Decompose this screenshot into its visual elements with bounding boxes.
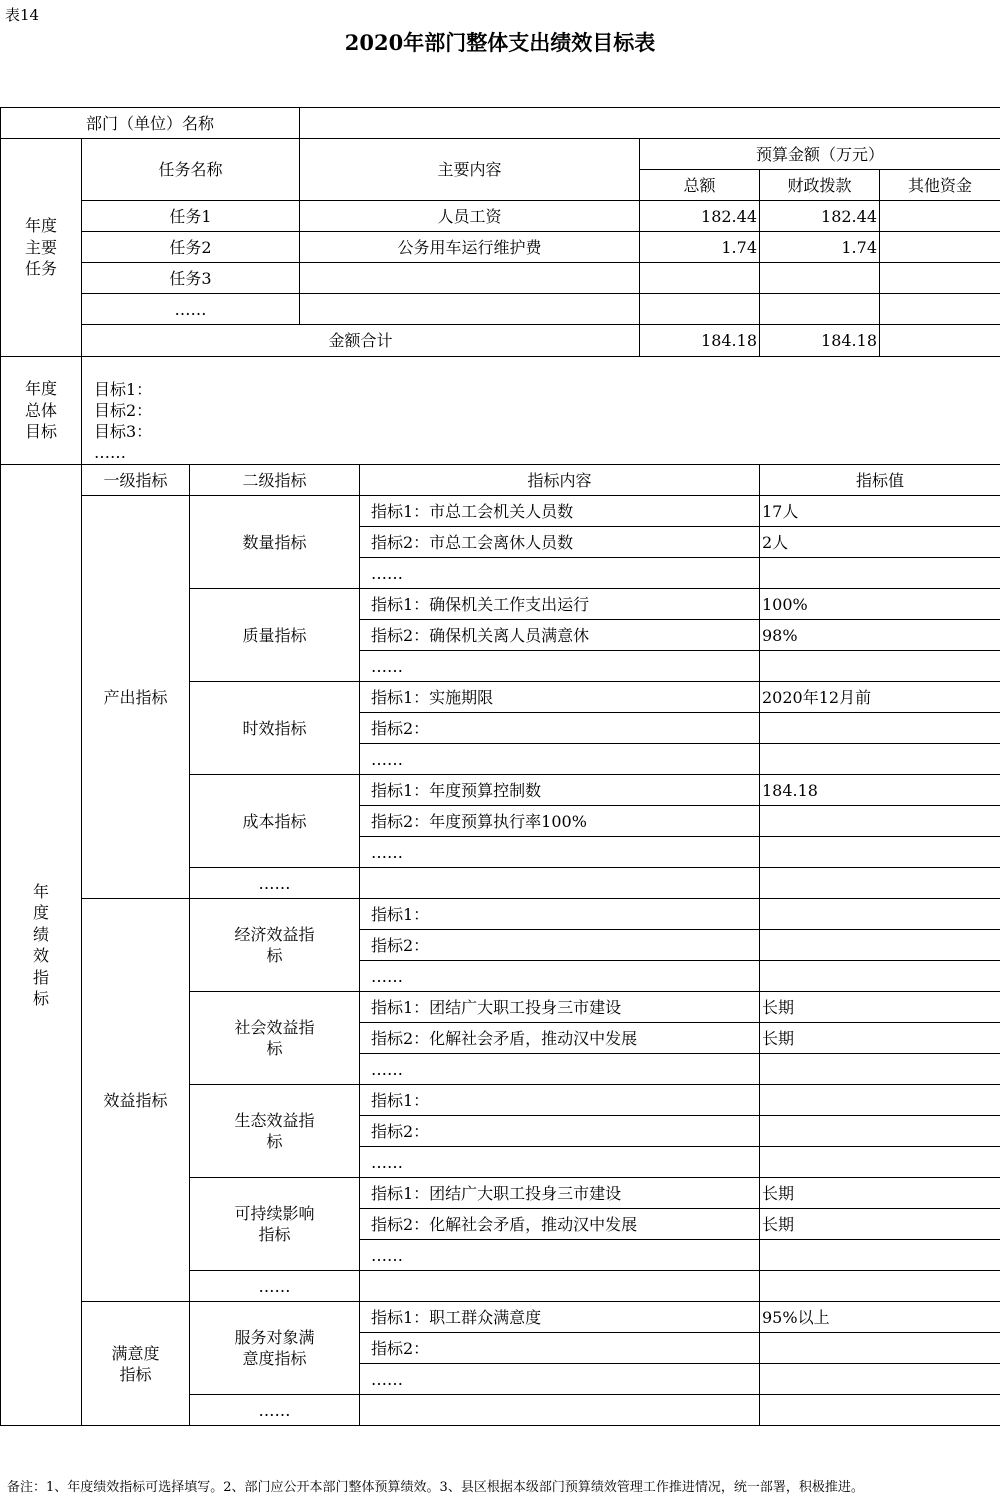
indicator-value [760,713,1000,744]
goal-line: …… [94,443,126,462]
task-sum-row [1,325,1000,357]
total-header: 总额 [640,170,760,201]
indicator-value [760,1240,1000,1271]
task-fiscal [760,294,880,325]
task-name: 任务2 [82,232,300,263]
level1-header: 一级指标 [82,465,190,496]
indicator-content: 指标2：化解社会矛盾，推动汉中发展 [360,1023,760,1054]
indicator-content: 指标2：确保机关离人员满意休 [360,620,760,651]
annual-goals-content [82,357,1000,465]
performance-section-label: 年度绩效指标 [1,465,82,1426]
task-name: 任务1 [82,201,300,232]
indicator-value: 2人 [760,527,1000,558]
indicator-value [760,1395,1000,1426]
task-row [1,232,1000,263]
indicator-content: 指标2：市总工会离休人员数 [360,527,760,558]
indicator-value: 100% [760,589,1000,620]
main-content-header: 主要内容 [300,139,640,201]
task-name: …… [82,294,300,325]
indicator-value: 184.18 [760,775,1000,806]
indicator-value [760,1333,1000,1364]
indicator-value [760,1364,1000,1395]
indicator-value [760,930,1000,961]
task-other [880,201,1000,232]
value-header: 指标值 [760,465,1000,496]
benefit-more-label: …… [190,1271,360,1302]
task-fiscal [760,263,880,294]
task-total: 1.74 [640,232,760,263]
dept-value [300,108,1000,139]
indicator-value: 2020年12月前 [760,682,1000,713]
indicator-content: 指标1：职工群众满意度 [360,1302,760,1333]
indicator-header-row [1,465,1000,496]
indicator-content: 指标1：年度预算控制数 [360,775,760,806]
task-row [1,263,1000,294]
indicator-content: 指标2： [360,1116,760,1147]
indicator-value [760,1116,1000,1147]
indicator-value [760,1271,1000,1302]
sum-label: 金额合计 [82,325,640,357]
indicator-content: 指标1： [360,899,760,930]
indicator-content: 指标1：团结广大职工投身三市建设 [360,1178,760,1209]
indicator-content: 指标1：确保机关工作支出运行 [360,589,760,620]
indicator-value [760,1085,1000,1116]
task-row [1,294,1000,325]
table-tag: 表14 [5,6,40,24]
goal-line: 目标1： [94,380,153,399]
indicator-content [360,1395,760,1426]
indicator-value [760,868,1000,899]
satisfaction-more-label: …… [190,1395,360,1426]
quantity-label: 数量指标 [190,496,360,589]
indicator-value: 长期 [760,1023,1000,1054]
task-fiscal: 1.74 [760,232,880,263]
satisfaction-label: 满意度指标 [82,1302,190,1426]
indicator-content: …… [360,1364,760,1395]
task-other [880,263,1000,294]
indicator-content: …… [360,961,760,992]
indicator-content: …… [360,558,760,589]
output-more-label: …… [190,868,360,899]
indicator-content: 指标2： [360,713,760,744]
indicator-content [360,1271,760,1302]
task-content: 公务用车运行维护费 [300,232,640,263]
task-content: 人员工资 [300,201,640,232]
task-other [880,294,1000,325]
indicator-value: 长期 [760,1178,1000,1209]
budget-header: 预算金额（万元） [640,139,1000,170]
indicator-content: …… [360,651,760,682]
annual-tasks-section-label: 年度主要任务 [1,139,82,357]
indicator-value: 17人 [760,496,1000,527]
sum-fiscal: 184.18 [760,325,880,357]
sustainable-label: 可持续影响指标 [190,1178,360,1271]
indicator-value [760,1054,1000,1085]
task-name-header: 任务名称 [82,139,300,201]
level2-header: 二级指标 [190,465,360,496]
annual-goals-section-label: 年度总体目标 [1,357,82,465]
indicator-content: 指标1： [360,1085,760,1116]
content-header: 指标内容 [360,465,760,496]
fiscal-header: 财政拨款 [760,170,880,201]
indicator-content: 指标1：实施期限 [360,682,760,713]
timeliness-label: 时效指标 [190,682,360,775]
indicator-value [760,651,1000,682]
dept-row [1,108,1000,139]
footnote: 备注：1、年度绩效指标可选择填写。2、部门应公开本部门整体预算绩效。3、县区根据本级部门预算绩效管理工作推进情况，统一部署，积极推进。 [7,1480,864,1495]
indicator-value: 98% [760,620,1000,651]
performance-target-table [0,107,1000,1426]
indicator-value [760,558,1000,589]
indicator-content: …… [360,744,760,775]
benefit-label: 效益指标 [82,899,190,1302]
indicator-content: 指标2：年度预算执行率100% [360,806,760,837]
task-total [640,263,760,294]
indicator-content: …… [360,1240,760,1271]
indicator-content: …… [360,1054,760,1085]
indicator-content: 指标1：团结广大职工投身三市建设 [360,992,760,1023]
task-fiscal: 182.44 [760,201,880,232]
indicator-content: …… [360,1147,760,1178]
sum-other [880,325,1000,357]
indicator-value: 95%以上 [760,1302,1000,1333]
cost-label: 成本指标 [190,775,360,868]
social-label: 社会效益指标 [190,992,360,1085]
indicator-value [760,837,1000,868]
other-header: 其他资金 [880,170,1000,201]
indicator-content: 指标1：市总工会机关人员数 [360,496,760,527]
economic-label: 经济效益指标 [190,899,360,992]
indicator-value [760,806,1000,837]
task-total [640,294,760,325]
task-header-row-1 [1,139,1000,170]
task-name: 任务3 [82,263,300,294]
ecological-label: 生态效益指标 [190,1085,360,1178]
indicator-content: 指标2： [360,930,760,961]
indicator-value [760,961,1000,992]
indicator-value: 长期 [760,1209,1000,1240]
page-title: 2020年部门整体支出绩效目标表 [344,30,656,55]
indicator-content: 指标2： [360,1333,760,1364]
goal-line: 目标3： [94,422,153,441]
task-content [300,263,640,294]
output-label: 产出指标 [82,496,190,899]
indicator-value [760,744,1000,775]
indicator-content [360,868,760,899]
task-other [880,232,1000,263]
task-content [300,294,640,325]
indicator-row [1,496,1000,527]
indicator-value: 长期 [760,992,1000,1023]
indicator-content: 指标2：化解社会矛盾，推动汉中发展 [360,1209,760,1240]
task-total: 182.44 [640,201,760,232]
task-row [1,201,1000,232]
indicator-value [760,1147,1000,1178]
indicator-value [760,899,1000,930]
indicator-row [1,1302,1000,1333]
dept-label: 部门（单位）名称 [1,108,300,139]
indicator-content: …… [360,837,760,868]
goal-line: 目标2： [94,401,153,420]
service-satisfaction-label: 服务对象满意度指标 [190,1302,360,1395]
quality-label: 质量指标 [190,589,360,682]
indicator-row [1,899,1000,930]
annual-goals-row [1,357,1000,465]
sum-total: 184.18 [640,325,760,357]
